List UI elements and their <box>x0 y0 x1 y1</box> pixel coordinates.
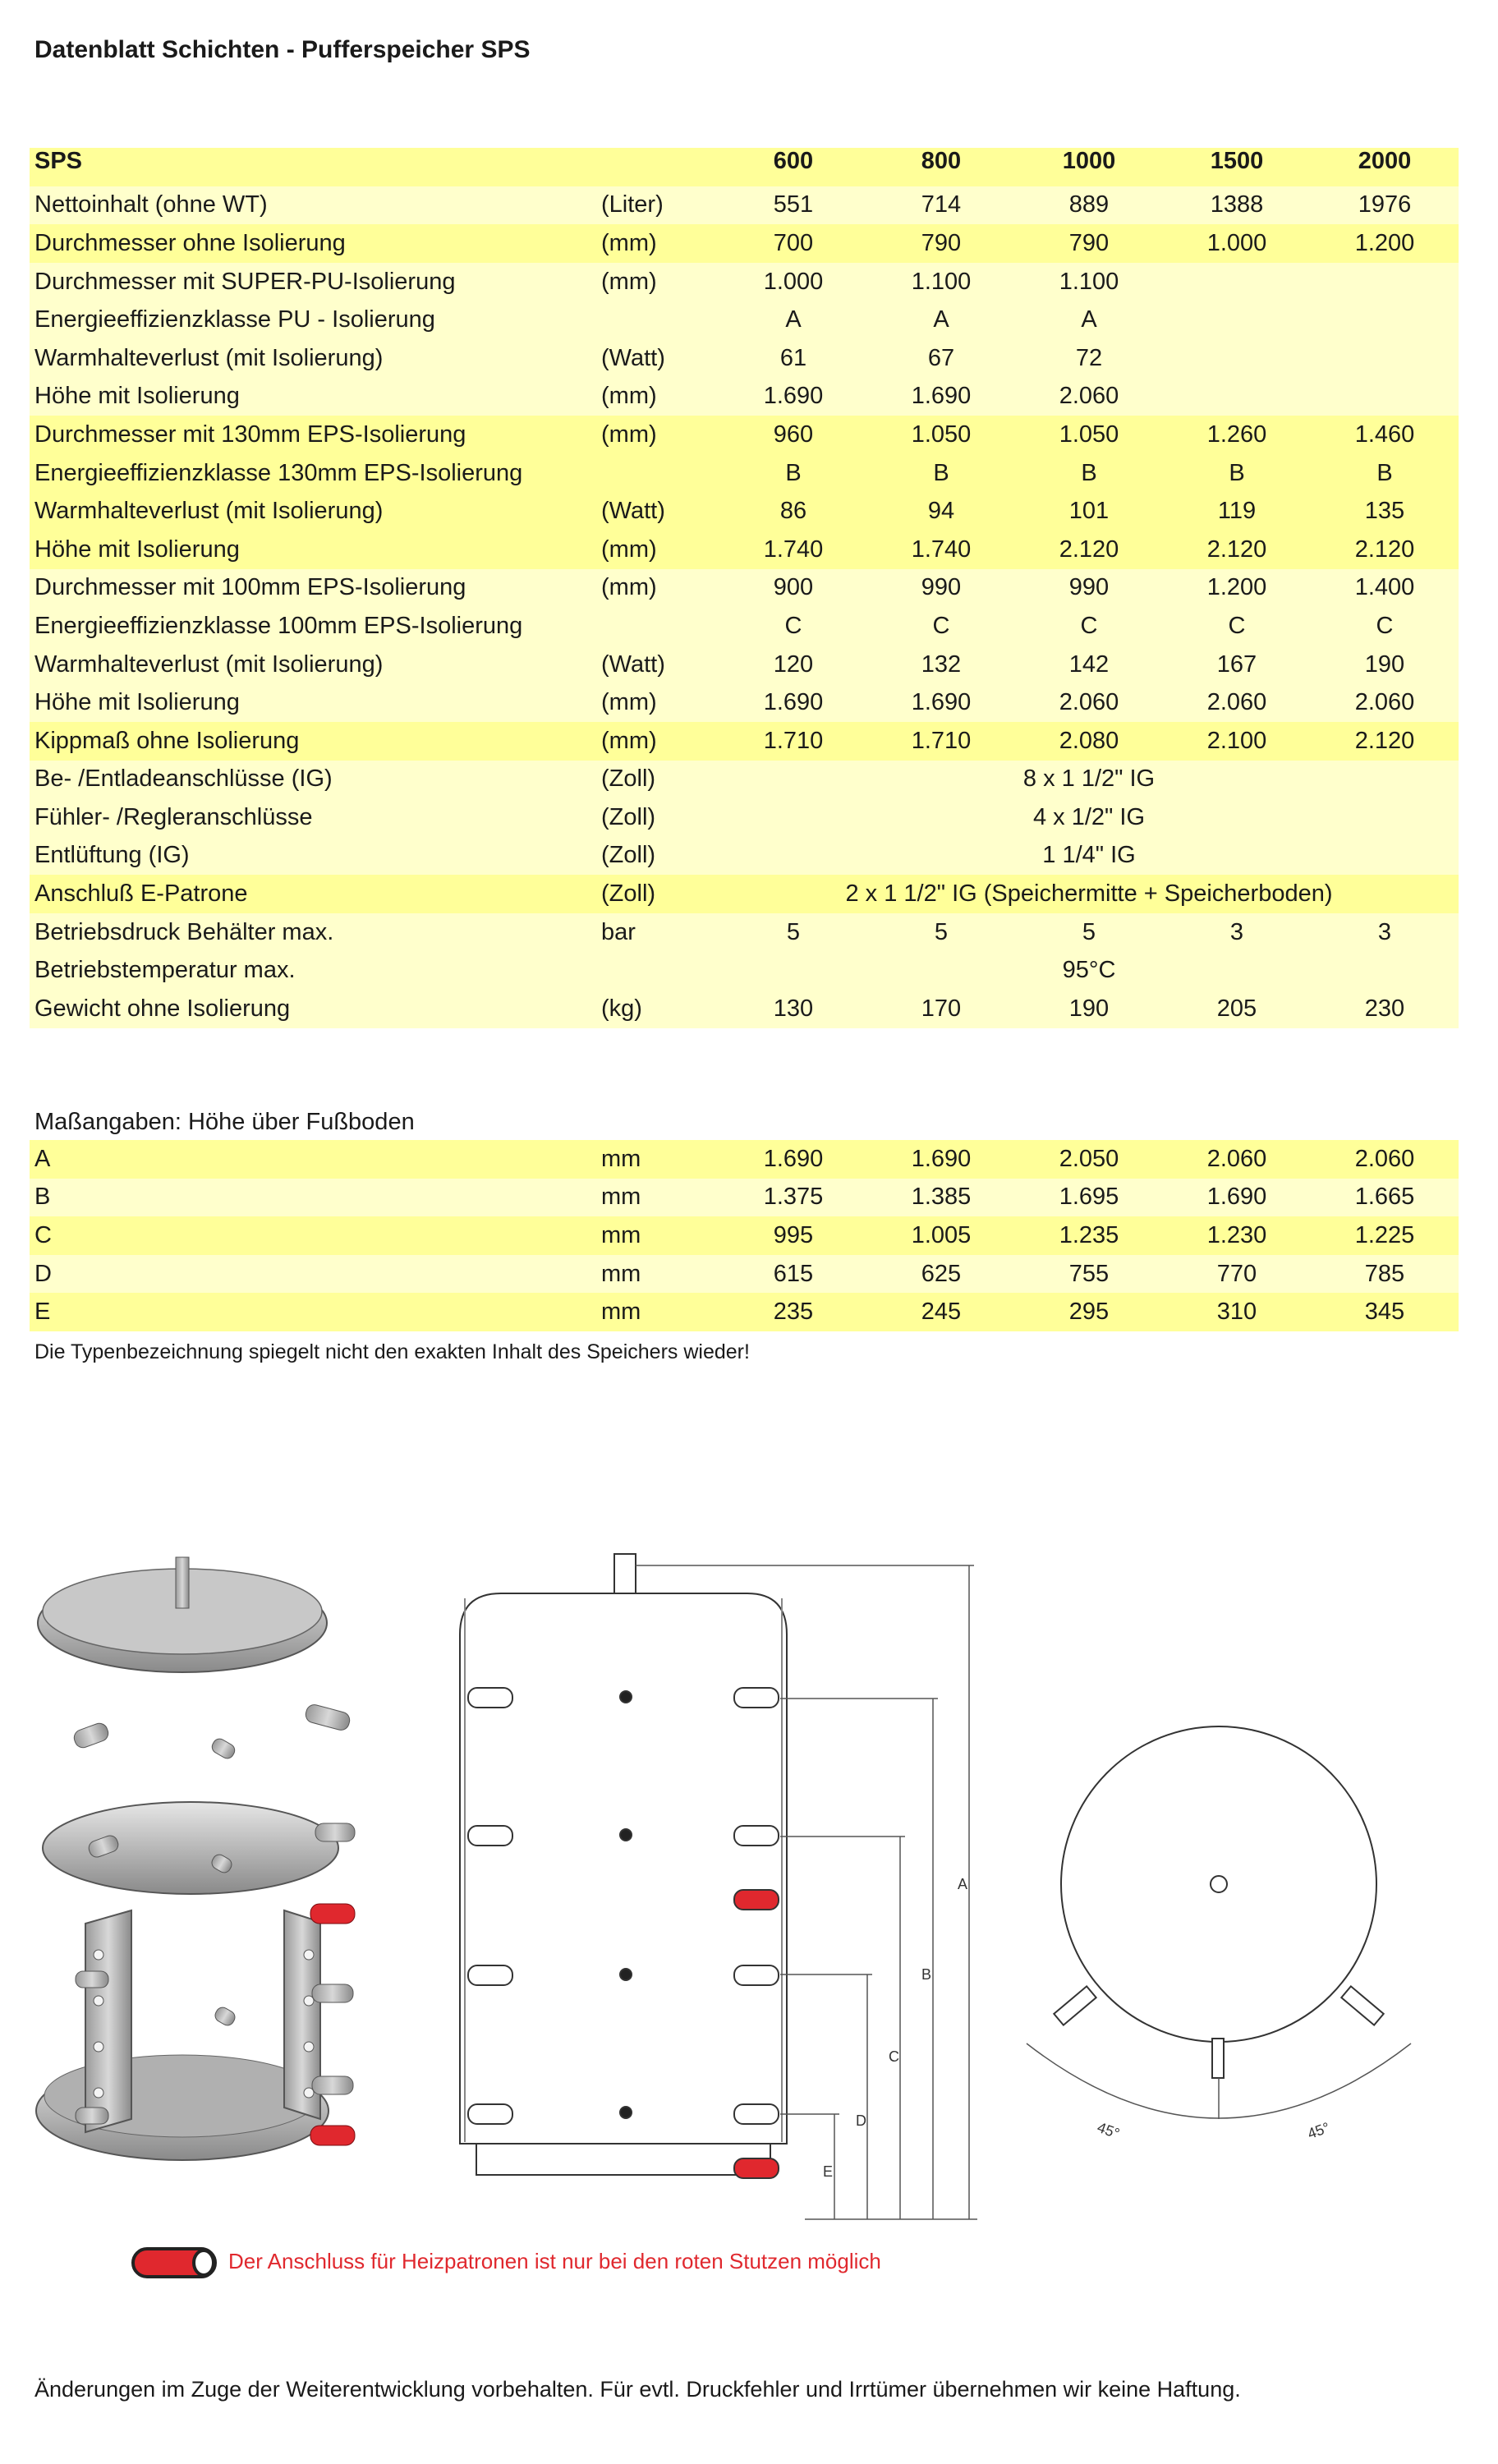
row-unit <box>596 454 719 493</box>
cell-value: 1.740 <box>719 531 867 569</box>
table-row <box>30 263 1459 301</box>
cell-value: 900 <box>719 569 867 608</box>
red-socket-upper <box>310 1904 355 1924</box>
cell-value: 990 <box>867 569 1015 608</box>
cell-value: 1.695 <box>1015 1179 1163 1217</box>
cell-value: 2.120 <box>1163 531 1311 569</box>
cell-value: 2.050 <box>1015 1140 1163 1179</box>
cell-value: 1.260 <box>1163 416 1311 454</box>
cell-value: 1.050 <box>867 416 1015 454</box>
cell-value: 101 <box>1015 492 1163 531</box>
cell-value: 960 <box>719 416 867 454</box>
row-unit: (Zoll) <box>596 798 719 837</box>
cell-value <box>1163 339 1311 378</box>
row-unit: mm <box>596 1293 719 1331</box>
cell-value: 245 <box>867 1293 1015 1331</box>
header-model-1000: 1000 <box>1015 148 1163 186</box>
row-label: Energieeffizienzklasse PU - Isolierung <box>30 301 596 339</box>
red-socket-lower <box>310 2126 355 2145</box>
row-unit <box>596 301 719 339</box>
cell-value: 86 <box>719 492 867 531</box>
cell-value: 67 <box>867 339 1015 378</box>
row-unit: (Watt) <box>596 492 719 531</box>
bottom-frame <box>36 1904 355 2160</box>
cell-value <box>1311 301 1459 339</box>
cell-value: 990 <box>1015 569 1163 608</box>
cell-value: 1.740 <box>867 531 1015 569</box>
cell-value: 1.235 <box>1015 1216 1163 1255</box>
cell-value: 135 <box>1311 492 1459 531</box>
row-label: Durchmesser ohne Isolierung <box>30 224 596 263</box>
cell-value: 1.690 <box>719 683 867 722</box>
dim-label-b: B <box>921 1966 932 1983</box>
cell-value: 2.060 <box>1163 683 1311 722</box>
cell-value: 1.005 <box>867 1216 1015 1255</box>
row-unit: (Zoll) <box>596 875 719 913</box>
dimensions-table <box>30 1140 1459 1331</box>
table-row <box>30 1179 1459 1217</box>
cell-value: 1388 <box>1163 186 1311 225</box>
row-unit: (mm) <box>596 224 719 263</box>
row-unit: mm <box>596 1179 719 1217</box>
header-model-2000: 2000 <box>1311 148 1459 186</box>
cell-value: 1.710 <box>867 722 1015 761</box>
cell-value: C <box>1163 607 1311 646</box>
cell-value: 167 <box>1163 646 1311 684</box>
cell-value: 1.690 <box>719 378 867 416</box>
row-label: Energieeffizienzklasse 130mm EPS-Isolierung <box>30 454 596 493</box>
cell-value: 1.460 <box>1311 416 1459 454</box>
cell-value: 1.200 <box>1163 569 1311 608</box>
row-unit: (Zoll) <box>596 837 719 876</box>
cell-value: 1.100 <box>1015 263 1163 301</box>
cell-value <box>1311 263 1459 301</box>
row-label: Gewicht ohne Isolierung <box>30 990 596 1028</box>
cell-value: 2.100 <box>1163 722 1311 761</box>
cell-value: 755 <box>1015 1255 1163 1294</box>
cell-value: 94 <box>867 492 1015 531</box>
cell-value: 625 <box>867 1255 1015 1294</box>
row-label: Warmhalteverlust (mit Isolierung) <box>30 492 596 531</box>
exploded-view <box>36 1557 355 2160</box>
row-unit: (mm) <box>596 378 719 416</box>
row-label: C <box>30 1216 596 1255</box>
header-label: SPS <box>30 148 596 186</box>
cell-value: 785 <box>1311 1255 1459 1294</box>
cell-value: 3 <box>1311 913 1459 952</box>
middle-plate <box>43 1802 355 1894</box>
table-row <box>30 837 1459 876</box>
cell-value: 295 <box>1015 1293 1163 1331</box>
cell-value: 2.080 <box>1015 722 1163 761</box>
top-lid <box>38 1557 327 1672</box>
row-unit: (mm) <box>596 263 719 301</box>
cell-value: 2.060 <box>1163 1140 1311 1179</box>
cell-value: 1.225 <box>1311 1216 1459 1255</box>
row-label: Warmhalteverlust (mit Isolierung) <box>30 339 596 378</box>
spec-table <box>30 148 1459 1028</box>
header-model-600: 600 <box>719 148 867 186</box>
cell-value: 2.060 <box>1015 378 1163 416</box>
cell-value: 119 <box>1163 492 1311 531</box>
row-label: A <box>30 1140 596 1179</box>
row-unit: (Watt) <box>596 339 719 378</box>
cell-value: 5 <box>867 913 1015 952</box>
row-label: Entlüftung (IG) <box>30 837 596 876</box>
row-unit: (Zoll) <box>596 761 719 799</box>
row-span-value: 4 x 1/2" IG <box>719 798 1459 837</box>
cell-value: 61 <box>719 339 867 378</box>
page-title: Datenblatt Schichten - Pufferspeicher SPS <box>34 36 531 63</box>
cell-value <box>1163 301 1311 339</box>
angle-label-left: 45° <box>1095 2118 1122 2142</box>
row-unit <box>596 607 719 646</box>
table-row <box>30 722 1459 761</box>
dim-label-c: C <box>889 2048 899 2065</box>
angle-label-right: 45° <box>1305 2119 1332 2143</box>
cell-value: 1.230 <box>1163 1216 1311 1255</box>
table-row <box>30 1293 1459 1331</box>
cell-value: 2.060 <box>1015 683 1163 722</box>
footer-disclaimer: Änderungen im Zuge der Weiterentwicklung vorbehalten. Für evtl. Druckfehler und Irrtümer übernehmen wir keine Haftung. <box>34 2377 1241 2402</box>
table-row <box>30 224 1459 263</box>
cell-value: 770 <box>1163 1255 1311 1294</box>
table-row <box>30 454 1459 493</box>
cell-value <box>1163 378 1311 416</box>
cell-value: 1.375 <box>719 1179 867 1217</box>
row-label: Durchmesser mit 130mm EPS-Isolierung <box>30 416 596 454</box>
row-label: Nettoinhalt (ohne WT) <box>30 186 596 225</box>
row-unit: mm <box>596 1255 719 1294</box>
cell-value: 700 <box>719 224 867 263</box>
cell-value: 2.060 <box>1311 683 1459 722</box>
table-row <box>30 798 1459 837</box>
header-unit-blank <box>596 148 719 186</box>
table-row <box>30 990 1459 1028</box>
cell-value: 889 <box>1015 186 1163 225</box>
cell-value: 615 <box>719 1255 867 1294</box>
table-row <box>30 569 1459 608</box>
cell-value: 1.200 <box>1311 224 1459 263</box>
cell-value: A <box>1015 301 1163 339</box>
cell-value: 714 <box>867 186 1015 225</box>
row-label: Betriebsdruck Behälter max. <box>30 913 596 952</box>
row-unit: (mm) <box>596 722 719 761</box>
dimension-labels <box>823 1876 967 2180</box>
cell-value: B <box>719 454 867 493</box>
row-label: Durchmesser mit SUPER-PU-Isolierung <box>30 263 596 301</box>
row-label: B <box>30 1179 596 1217</box>
cell-value: 1976 <box>1311 186 1459 225</box>
cell-value: 1.385 <box>867 1179 1015 1217</box>
row-unit: (Watt) <box>596 646 719 684</box>
cell-value: 170 <box>867 990 1015 1028</box>
cell-value: 1.690 <box>867 1140 1015 1179</box>
row-label: Warmhalteverlust (mit Isolierung) <box>30 646 596 684</box>
cell-value: 1.690 <box>1163 1179 1311 1217</box>
row-span-value: 95°C <box>719 951 1459 990</box>
cell-value: 5 <box>719 913 867 952</box>
table-row <box>30 1255 1459 1294</box>
table-row <box>30 378 1459 416</box>
red-socket-legend-icon <box>130 2242 220 2283</box>
cell-value: C <box>867 607 1015 646</box>
cell-value: 132 <box>867 646 1015 684</box>
row-span-value: 2 x 1 1/2" IG (Speichermitte + Speicherboden) <box>719 875 1459 913</box>
cell-value: 120 <box>719 646 867 684</box>
cell-value: 235 <box>719 1293 867 1331</box>
cell-value: 1.710 <box>719 722 867 761</box>
table-row <box>30 683 1459 722</box>
cell-value: 190 <box>1015 990 1163 1028</box>
dim-label-d: D <box>856 2112 866 2129</box>
row-label: Höhe mit Isolierung <box>30 378 596 416</box>
cell-value: 130 <box>719 990 867 1028</box>
row-label: Anschluß E-Patrone <box>30 875 596 913</box>
cell-value: C <box>1015 607 1163 646</box>
dim-label-e: E <box>823 2163 834 2180</box>
table-row <box>30 492 1459 531</box>
row-label: Energieeffizienzklasse 100mm EPS-Isolierung <box>30 607 596 646</box>
cell-value: 345 <box>1311 1293 1459 1331</box>
cell-value <box>1311 378 1459 416</box>
row-unit: (mm) <box>596 569 719 608</box>
row-span-value: 1 1/4" IG <box>719 837 1459 876</box>
cell-value: B <box>1163 454 1311 493</box>
cell-value: 551 <box>719 186 867 225</box>
row-unit <box>596 951 719 990</box>
header-model-800: 800 <box>867 148 1015 186</box>
cell-value: 1.050 <box>1015 416 1163 454</box>
table-row <box>30 913 1459 952</box>
cell-value <box>1163 263 1311 301</box>
table-row <box>30 301 1459 339</box>
cell-value: 5 <box>1015 913 1163 952</box>
cell-value: A <box>719 301 867 339</box>
table-row <box>30 1140 1459 1179</box>
row-unit: mm <box>596 1140 719 1179</box>
row-label: Fühler- /Regleranschlüsse <box>30 798 596 837</box>
cell-value: 1.690 <box>867 378 1015 416</box>
cell-value: 790 <box>867 224 1015 263</box>
loose-fittings <box>72 1703 352 1760</box>
table-row <box>30 607 1459 646</box>
cell-value: 3 <box>1163 913 1311 952</box>
cell-value: 1.665 <box>1311 1179 1459 1217</box>
row-unit: bar <box>596 913 719 952</box>
cell-value: 790 <box>1015 224 1163 263</box>
table-row <box>30 646 1459 684</box>
cell-value: 2.120 <box>1311 531 1459 569</box>
cell-value: 1.400 <box>1311 569 1459 608</box>
cell-value: 2.120 <box>1311 722 1459 761</box>
cell-value: B <box>867 454 1015 493</box>
row-label: Be- /Entladeanschlüsse (IG) <box>30 761 596 799</box>
table-row <box>30 951 1459 990</box>
table-row <box>30 761 1459 799</box>
row-span-value: 8 x 1 1/2" IG <box>719 761 1459 799</box>
row-label: Höhe mit Isolierung <box>30 531 596 569</box>
cell-value: 1.690 <box>867 683 1015 722</box>
table-row <box>30 416 1459 454</box>
cell-value: B <box>1311 454 1459 493</box>
cell-value: 310 <box>1163 1293 1311 1331</box>
row-unit: (kg) <box>596 990 719 1028</box>
row-unit: mm <box>596 1216 719 1255</box>
red-socket-note: Der Anschluss für Heizpatronen ist nur bei den roten Stutzen möglich <box>228 2249 881 2273</box>
dim-label-a: A <box>958 1876 968 1892</box>
table-row <box>30 186 1459 225</box>
row-label: D <box>30 1255 596 1294</box>
row-unit: (mm) <box>596 531 719 569</box>
cell-value: 205 <box>1163 990 1311 1028</box>
table-row <box>30 1216 1459 1255</box>
cell-value: 2.060 <box>1311 1140 1459 1179</box>
cell-value: 230 <box>1311 990 1459 1028</box>
cell-value: 72 <box>1015 339 1163 378</box>
row-label: Höhe mit Isolierung <box>30 683 596 722</box>
cell-value: 142 <box>1015 646 1163 684</box>
cell-value: 2.120 <box>1015 531 1163 569</box>
row-unit: (mm) <box>596 683 719 722</box>
table-row <box>30 875 1459 913</box>
cell-value: 190 <box>1311 646 1459 684</box>
table-row <box>30 531 1459 569</box>
cell-value: 1.000 <box>1163 224 1311 263</box>
cell-value: 1.100 <box>867 263 1015 301</box>
cell-value: B <box>1015 454 1163 493</box>
row-label: Kippmaß ohne Isolierung <box>30 722 596 761</box>
cell-value: 1.690 <box>719 1140 867 1179</box>
cell-value: 995 <box>719 1216 867 1255</box>
row-label: E <box>30 1293 596 1331</box>
top-view <box>1027 1726 1411 2142</box>
cell-value: A <box>867 301 1015 339</box>
row-label: Durchmesser mit 100mm EPS-Isolierung <box>30 569 596 608</box>
cell-value: 1.000 <box>719 263 867 301</box>
technical-drawing <box>0 1544 1498 2250</box>
cell-value: C <box>719 607 867 646</box>
row-unit: (mm) <box>596 416 719 454</box>
cell-value: C <box>1311 607 1459 646</box>
cell-value <box>1311 339 1459 378</box>
row-unit: (Liter) <box>596 186 719 225</box>
type-note: Die Typenbezeichnung spiegelt nicht den exakten Inhalt des Speichers wieder! <box>34 1340 750 1363</box>
row-label: Betriebstemperatur max. <box>30 951 596 990</box>
table-header-row <box>30 148 1459 186</box>
header-model-1500: 1500 <box>1163 148 1311 186</box>
side-view <box>460 1554 977 2219</box>
table-row <box>30 339 1459 378</box>
dimensions-heading: Maßangaben: Höhe über Fußboden <box>34 1109 415 1135</box>
